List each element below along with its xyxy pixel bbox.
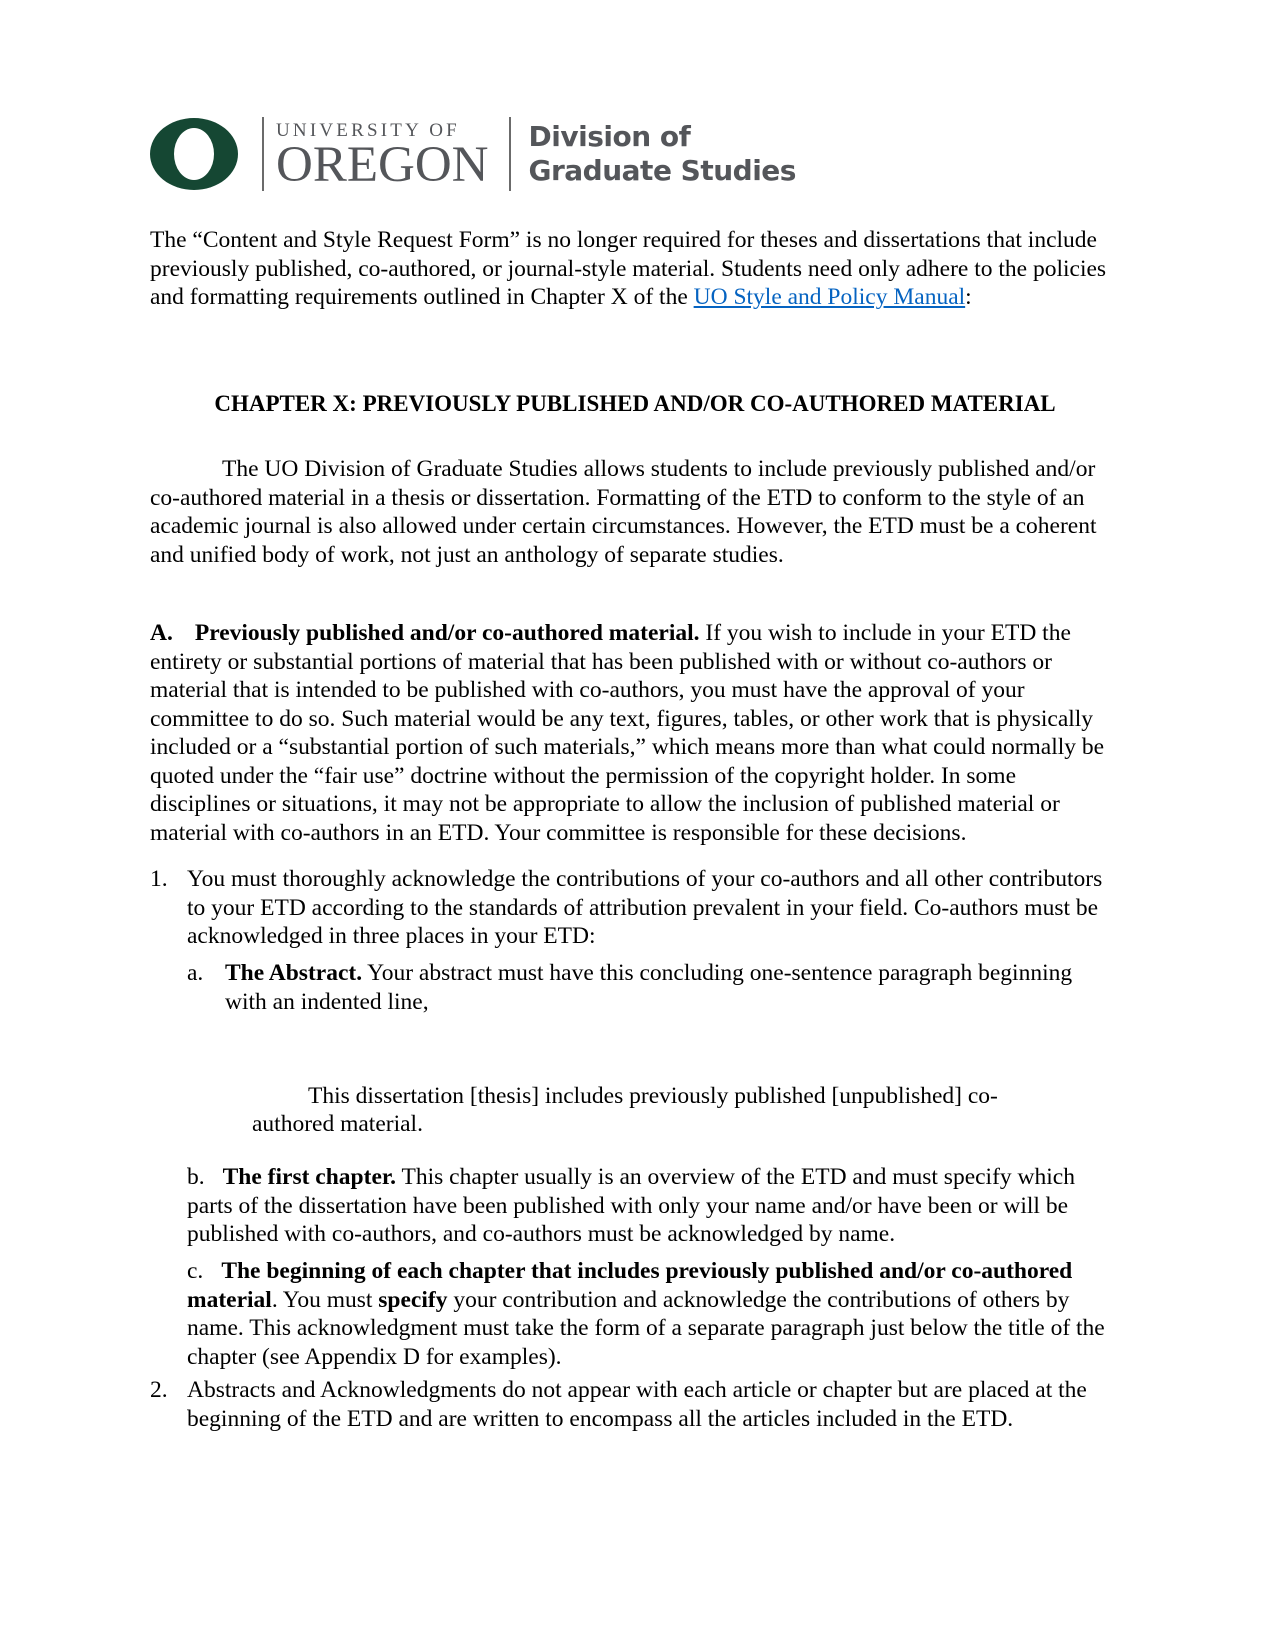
- chapter-heading: CHAPTER X: PREVIOUSLY PUBLISHED AND/OR CO-AUTHORED MATERIAL: [214, 391, 1056, 416]
- subitem-c: [187, 1257, 1117, 1371]
- subitem-c-text: . You must: [271, 1286, 379, 1313]
- header-logo: [148, 114, 796, 194]
- subitem-c-text-2: your contribution and acknowledge the contributions of others by name. This acknowledgment must take the form of a separate paragraph just below the title of the chapter (see Appendix D for examples).: [187, 1286, 1105, 1370]
- intro-text-end: :: [965, 284, 972, 310]
- subitem-b-text: This chapter usually is an overview of the ETD and must specify which parts of the dissertation have been published with only your name and/or have been or will be published with co-authors, and co-authors must be acknowledged by name.: [187, 1164, 1075, 1247]
- logo-university-of: UNIVERSITY OF: [276, 120, 460, 141]
- division-line2: Graduate Studies: [528, 154, 796, 187]
- subitem-a-title: The Abstract.: [225, 960, 363, 986]
- section-a-label: A.: [150, 620, 173, 646]
- list-item-number: 1.: [150, 866, 168, 892]
- intro-paragraph: [150, 226, 1120, 312]
- subitem-a: [187, 959, 1117, 1016]
- section-a-title: Previously published and/or co-authored material.: [194, 620, 700, 646]
- list-item: [150, 1376, 1120, 1433]
- logo-divider: [509, 117, 511, 191]
- intro-text: The “Content and Style Request Form” is no longer required for theses and dissertations that include previously published, co-authored, or journal-style material. Students need only adhere to the policies and formatting requirements outlined in Chapter X of the: [150, 227, 1107, 310]
- subitem-a-label: a.: [187, 960, 204, 986]
- subitem-a-text: Your abstract must have this concluding one-sentence paragraph beginning with an indented line,: [225, 960, 1073, 1015]
- logo-oregon: OREGON: [276, 137, 489, 193]
- list-item: [150, 865, 1120, 951]
- section-a-text: If you wish to include in your ETD the entirety or substantial portions of material that has been published with or without co-authors or material that is intended to be published with co-authors, you must have the approval of your committee to do so. Such material would be any text, figures, tables, or other work that is physically included or a “substantial portion of such materials,” which means more than what could normally be quoted under the “fair use” doctrine without the permission of the copyright holder. In some disciplines or situations, it may not be appropriate to allow the inclusion of published material or material with co-authors in an ETD. Your committee is responsible for these decisions.: [150, 620, 1105, 846]
- abstract-quote: This dissertation [thesis] includes previously published [unpublished] co-authored material.: [252, 1082, 998, 1137]
- division-wordmark: [529, 120, 796, 188]
- section-a-paragraph: [150, 619, 1120, 847]
- subitem-c-label: c.: [187, 1258, 204, 1284]
- style-manual-link[interactable]: UO Style and Policy Manual: [693, 284, 966, 310]
- subitem-b: [187, 1163, 1117, 1249]
- university-wordmark: [276, 120, 489, 193]
- list-item-text: You must thoroughly acknowledge the contributions of your co-authors and all other contributors to your ETD according to the standards of attribution prevalent in your field. Co-authors must be acknowledged in three places in your ETD:: [187, 866, 1103, 949]
- subitem-b-label: b.: [187, 1164, 205, 1190]
- list-item-number: 2.: [150, 1377, 168, 1403]
- uo-o-logo-icon: [148, 116, 240, 192]
- logo-divider: [262, 117, 264, 191]
- list-item-text: Abstracts and Acknowledgments do not appear with each article or chapter but are placed at the beginning of the ETD and are written to encompass all the articles included in the ETD.: [187, 1377, 1087, 1432]
- chapter-intro-paragraph: The UO Division of Graduate Studies allows students to include previously published and/or co-authored material in a thesis or dissertation. Formatting of the ETD to conform to the style of an academic journal is also allowed under certain circumstances. However, the ETD must be a coherent and unified body of work, not just an anthology of separate studies.: [150, 456, 1097, 568]
- division-line1: Division of: [528, 120, 691, 153]
- subitem-c-title: The beginning of each chapter that includes previously published and/or co-authored material: [187, 1258, 1073, 1313]
- subitem-b-title: The first chapter.: [222, 1164, 397, 1190]
- subitem-c-emphasis: specify: [378, 1286, 448, 1313]
